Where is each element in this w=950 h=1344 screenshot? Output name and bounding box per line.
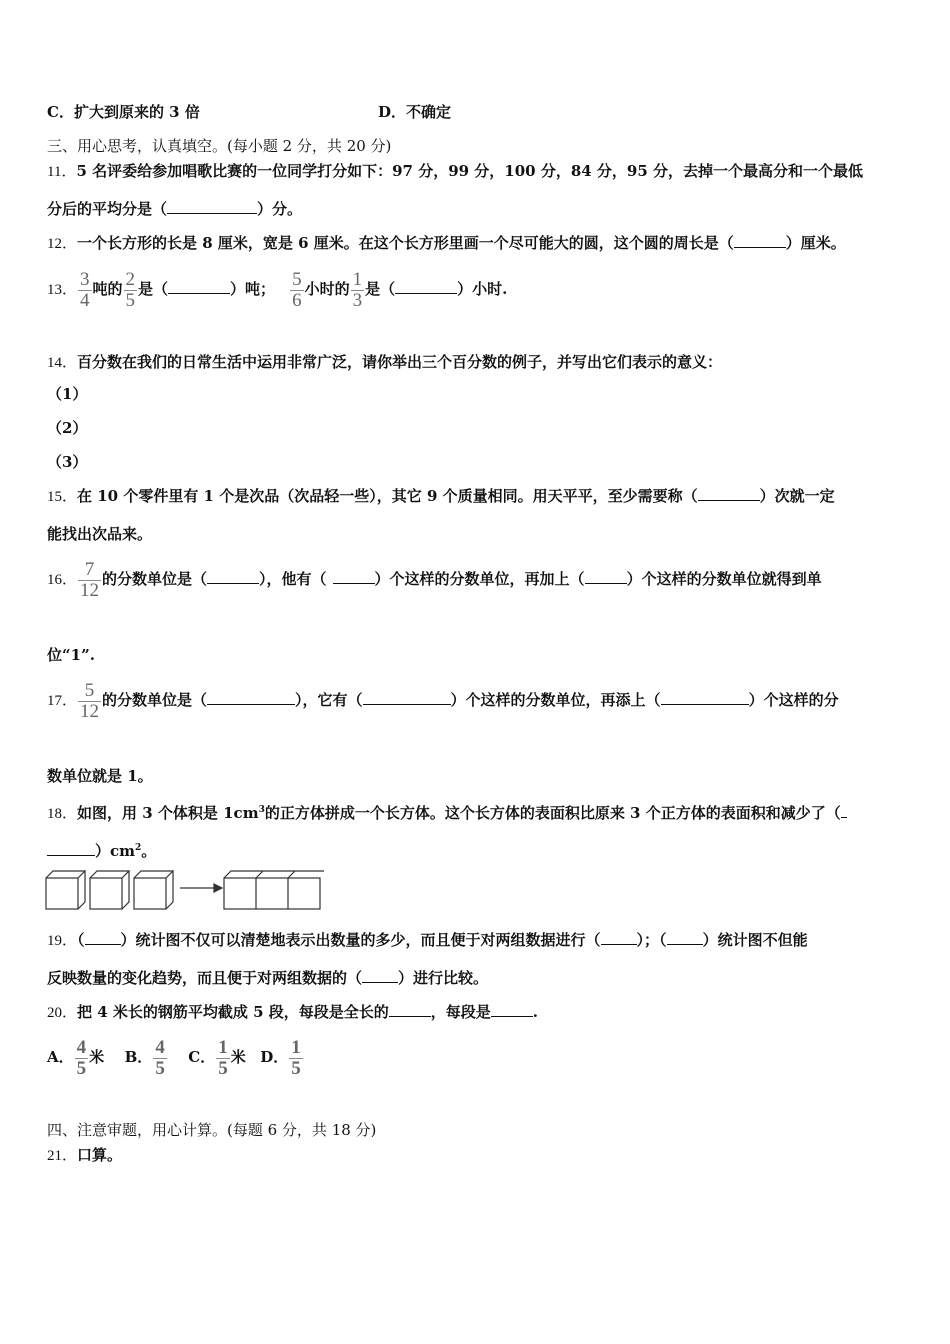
q21-text: 口算。	[77, 1146, 123, 1164]
q20-options	[47, 1036, 304, 1079]
q18-text-2: 的正方体拼成一个长方体。这个长方体的表面积比原来 3 个正方体的表面积和减少了（	[264, 804, 841, 822]
q17-blank-1[interactable]	[207, 690, 295, 705]
q16-number: 16．	[47, 572, 78, 588]
q19-blank-2[interactable]	[601, 930, 637, 945]
q14-item-2: （2）	[47, 419, 88, 437]
q17-fraction: $\frac{5}{12}$	[80, 679, 100, 722]
q18-line2	[47, 838, 156, 861]
q19-line2-a: 反映数量的变化趋势，而且便于对两组数据的（	[47, 969, 363, 987]
q16-blank-2[interactable]	[333, 569, 375, 584]
q20-d-fraction: $\frac{1}{5}$	[291, 1036, 301, 1079]
q20-c-fraction: $\frac{1}{5}$	[218, 1036, 228, 1079]
q20-a-fraction: $\frac{4}{5}$	[76, 1036, 87, 1079]
q17-blank-2[interactable]	[363, 690, 451, 705]
q18-text-3: ）cm	[95, 842, 136, 860]
q13-blank-1[interactable]	[168, 279, 230, 294]
q20-option-c[interactable]: C． $\frac{1}{5}$ 米	[188, 1036, 246, 1079]
q17-text-2: ），它有（	[295, 691, 363, 709]
q20-option-a[interactable]: A． $\frac{4}{5}$ 米	[47, 1036, 105, 1079]
q14	[47, 352, 722, 373]
q20-number: 20．	[47, 1005, 78, 1021]
cubes-figure	[44, 866, 324, 912]
section-3-title: 三、用心思考，认真填空。(每小题 2 分，共 20 分)	[47, 137, 392, 155]
q17-number: 17．	[47, 693, 78, 709]
q17-text-1: 的分数单位是（	[102, 691, 208, 709]
q12-text-a: 一个长方形的长是 8 厘米，宽是 6 厘米。在这个长方形里画一个尽可能大的圆，这个圆的周长是（	[77, 234, 734, 252]
q11-line2	[47, 199, 302, 219]
q15-text-b: ）次就一定	[759, 487, 835, 505]
q17-line1	[47, 679, 839, 722]
q15-number: 15．	[47, 489, 78, 505]
q16-line1	[47, 558, 822, 601]
q16-fraction: $\frac{7}{12}$	[80, 558, 100, 601]
q18-text-4: 。	[141, 842, 157, 860]
q15-line2: 能找出次品来。	[47, 525, 153, 543]
q21	[47, 1145, 122, 1166]
q12-number: 12．	[47, 236, 78, 252]
q19-line1	[47, 930, 808, 951]
option-d: D．不确定	[378, 103, 452, 121]
q19-blank-4[interactable]	[362, 968, 398, 983]
q16-blank-3[interactable]	[585, 569, 627, 584]
q13-text-6: ）小时.	[457, 280, 508, 298]
q18-sup-2: 2	[135, 843, 142, 853]
q11-blank[interactable]	[167, 199, 257, 214]
q20-text-c: .	[532, 1003, 539, 1021]
q21-number: 21．	[47, 1148, 78, 1164]
q19-line2	[47, 968, 488, 988]
q16-line2: 位“1”.	[47, 646, 95, 664]
cube-2	[90, 871, 129, 909]
section-4-title: 四、注意审题，用心计算。(每题 6 分，共 18 分)	[47, 1121, 377, 1139]
q12-text-b: ）厘米。	[785, 234, 846, 252]
q19-blank-1[interactable]	[85, 930, 121, 945]
option-c: C．扩大到原来的 3 倍	[47, 103, 200, 121]
q13-blank-2[interactable]	[395, 279, 457, 294]
q14-item-1: （1）	[47, 385, 88, 403]
q19-line2-b: ）进行比较。	[398, 969, 489, 987]
q13-text-4: 小时的	[304, 280, 350, 298]
q19-p1: （	[77, 931, 85, 949]
q16-text-4: ）个这样的分数单位就得到单	[626, 570, 822, 588]
q17-text-4: ）个这样的分	[748, 691, 839, 709]
q20-option-b[interactable]: B． $\frac{4}{5}$	[124, 1036, 165, 1079]
q11-text: 5 名评委给参加唱歌比赛的一位同学打分如下：97 分，99 分，100 分，84 分，95 分，去掉一个最高分和一个最低	[76, 162, 864, 180]
q11-number: 11．	[47, 164, 77, 180]
q14-text: 百分数在我们的日常生活中运用非常广泛，请你举出三个百分数的例子，并写出它们表示的意义：	[77, 353, 723, 371]
q17-text-3: ）个这样的分数单位，再添上（	[450, 691, 661, 709]
q20-blank-1[interactable]	[389, 1002, 431, 1017]
q20	[47, 1002, 538, 1023]
q16-text-3: ）个这样的分数单位，再加上（	[374, 570, 585, 588]
q18-blank[interactable]	[47, 841, 95, 856]
q13-fraction-1: $\frac{3}{4}$	[80, 268, 90, 311]
q14-number: 14．	[47, 355, 78, 371]
q16-text-1: 的分数单位是（	[102, 570, 208, 588]
q14-item-3: （3）	[47, 453, 88, 471]
q20-b-fraction: $\frac{4}{5}$	[155, 1036, 165, 1079]
q18-number: 18．	[47, 806, 78, 822]
cube-1	[46, 871, 85, 909]
q19-p3: ）；（	[636, 931, 667, 949]
q13-text-2: 是（	[138, 280, 169, 298]
q18-line1	[47, 800, 847, 824]
q17-blank-3[interactable]	[661, 690, 749, 705]
q20-text-b: ，每段是	[430, 1003, 491, 1021]
q19-number: 19．	[47, 933, 78, 949]
q20-text-a: 把 4 米长的钢筋平均截成 5 段，每段是全长的	[77, 1003, 389, 1021]
q12	[47, 233, 846, 254]
q19-blank-3[interactable]	[667, 930, 703, 945]
cube-3	[134, 871, 173, 909]
q18-blank-start[interactable]	[841, 803, 847, 818]
q20-blank-2[interactable]	[491, 1002, 533, 1017]
q12-blank[interactable]	[734, 233, 786, 248]
q15-blank[interactable]	[698, 486, 760, 501]
q15-text-a: 在 10 个零件里有 1 个是次品（次品轻一些），其它 9 个质量相同。用天平平，至少需要称（	[77, 487, 698, 505]
q13-number: 13．	[47, 282, 78, 298]
q13-fraction-2: $\frac{2}{5}$	[125, 268, 136, 311]
q13-text-3: ）吨；	[230, 280, 276, 298]
q20-option-d[interactable]: D． $\frac{1}{5}$	[260, 1036, 301, 1079]
q13-text-1: 吨的	[92, 280, 123, 298]
q15-line1	[47, 486, 835, 507]
q18-text-1: 如图，用 3 个体积是 1cm	[77, 804, 259, 822]
q16-blank-1[interactable]	[207, 569, 259, 584]
q13	[47, 268, 507, 311]
q11-text-b: ）分。	[257, 200, 303, 218]
cuboid	[224, 871, 324, 909]
q13-fraction-3: $\frac{5}{6}$	[292, 268, 302, 311]
arrow-icon	[180, 884, 222, 892]
q17-line2: 数单位就是 1。	[47, 767, 153, 785]
q16-text-2: ），他有（	[259, 570, 327, 588]
q19-p4: ）统计图不但能	[702, 931, 808, 949]
q13-text-5: 是（	[365, 280, 396, 298]
q11-line1	[47, 161, 863, 182]
q18-sup-1: 3	[258, 805, 265, 815]
q19-p2: ）统计图不仅可以清楚地表示出数量的多少，而且便于对两组数据进行（	[120, 931, 601, 949]
q13-fraction-4: $\frac{1}{3}$	[352, 268, 363, 311]
q11-text-a: 分后的平均分是（	[47, 200, 168, 218]
